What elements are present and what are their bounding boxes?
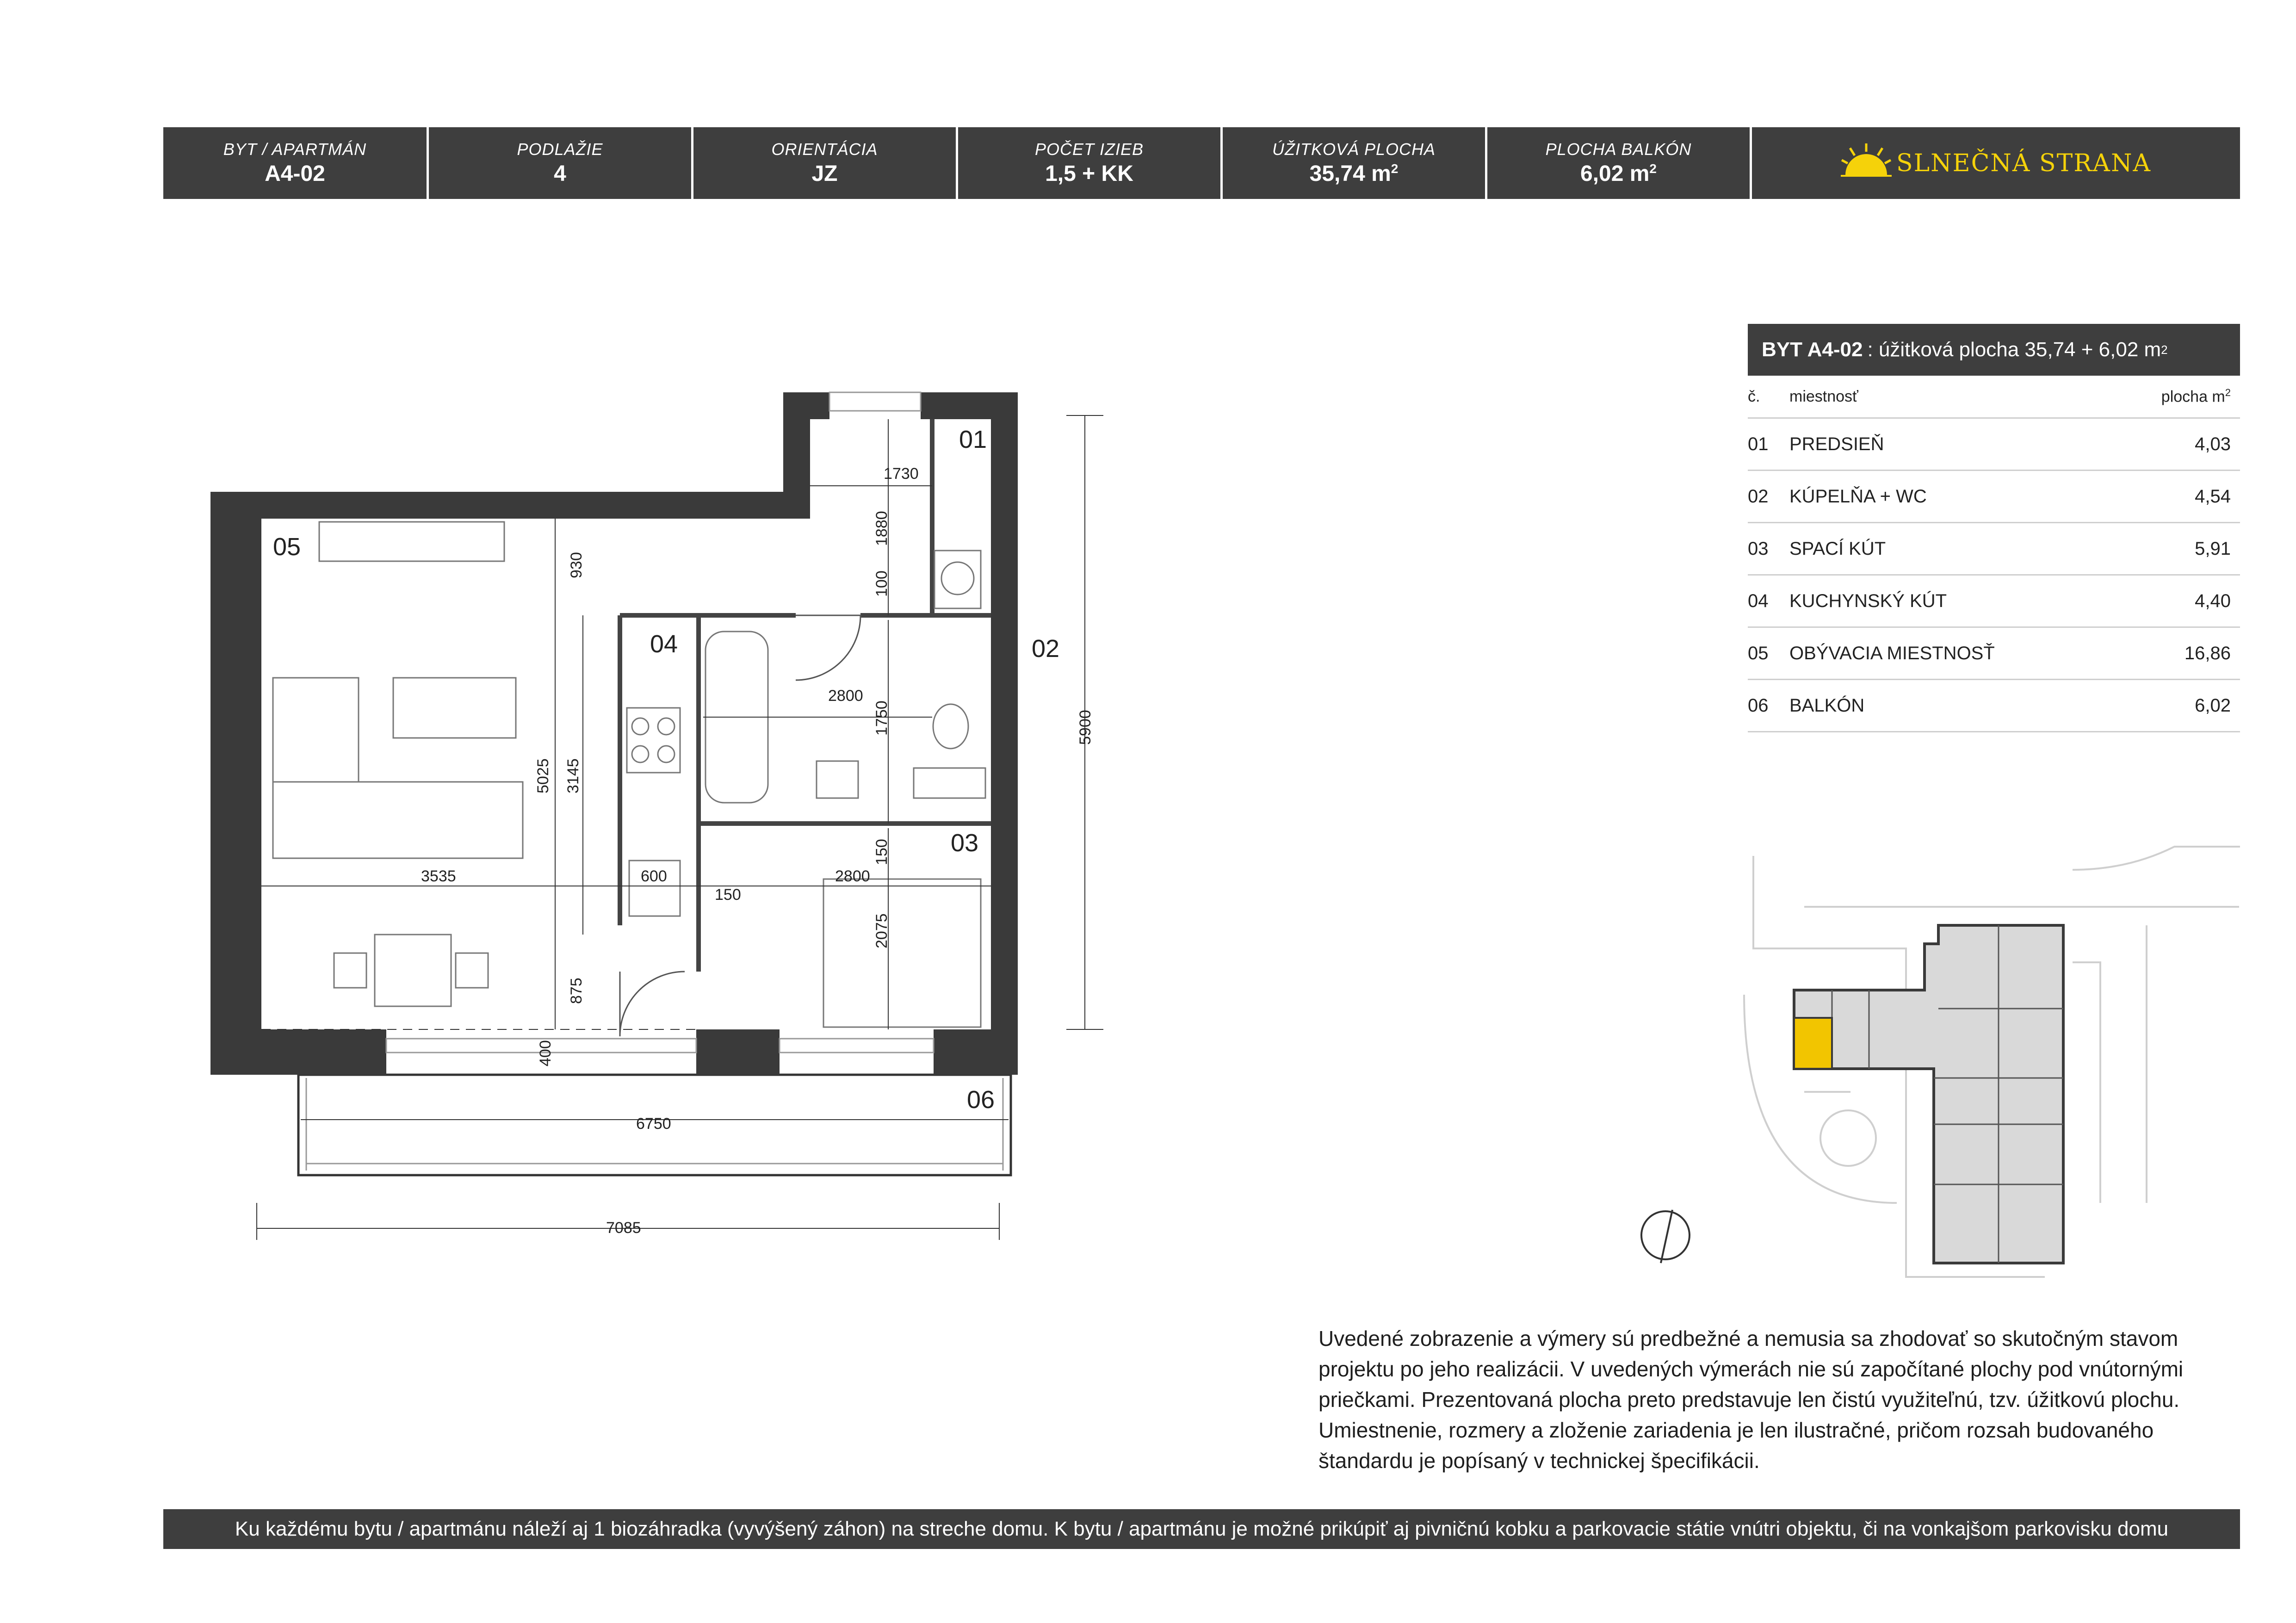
header-label: ORIENTÁCIA	[771, 140, 878, 159]
dim-6750: 6750	[636, 1115, 671, 1133]
header-label: BYT / APARTMÁN	[223, 140, 367, 159]
col-number: č.	[1748, 387, 1760, 405]
table-header	[1748, 376, 2240, 419]
dim-100: 100	[873, 570, 891, 597]
furniture	[273, 522, 985, 1027]
table-row	[1748, 471, 2240, 523]
row-room: OBÝVACIA MIESTNOSŤ	[1789, 643, 1995, 663]
row-room: BALKÓN	[1789, 695, 1865, 716]
table-title-text: : úžitková plocha 35,74 + 6,02 m	[1867, 338, 2161, 361]
row-area: 4,40	[2195, 590, 2231, 611]
burner	[632, 718, 649, 735]
row-number: 06	[1748, 695, 1769, 716]
header-label: POČET IZIEB	[1034, 140, 1144, 159]
dim-150-vertical: 150	[873, 839, 891, 865]
dim-2075: 2075	[873, 913, 891, 948]
row-number: 03	[1748, 538, 1769, 559]
dim-875: 875	[568, 978, 585, 1004]
table-title-sup: 2	[2161, 342, 2168, 357]
dim-2800-bath: 2800	[828, 687, 863, 705]
row-room: KUCHYNSKÝ KÚT	[1789, 590, 1947, 611]
row-room: SPACÍ KÚT	[1789, 538, 1886, 559]
room-label-03: 03	[951, 829, 979, 857]
header-value: JZ	[811, 161, 838, 186]
sofa-bottom	[273, 782, 523, 858]
row-area: 16,86	[2184, 643, 2231, 663]
header-label: PLOCHA BALKÓN	[1545, 140, 1692, 159]
cooktop	[627, 708, 680, 773]
header-label: ÚŽITKOVÁ PLOCHA	[1272, 140, 1436, 159]
footer-bar	[163, 1509, 2240, 1549]
row-number: 01	[1748, 434, 1769, 454]
row-room: PREDSIEŇ	[1789, 434, 1884, 454]
toilet	[933, 704, 968, 749]
table-title	[1748, 324, 2240, 376]
dim-2800-bed: 2800	[835, 867, 870, 885]
row-area: 6,02	[2195, 695, 2231, 716]
chair	[456, 953, 488, 988]
dim-600: 600	[641, 867, 667, 885]
room-label-02: 02	[1032, 635, 1060, 663]
col-area-sup: 2	[2225, 387, 2231, 399]
dim-930: 930	[568, 552, 585, 578]
room-label-06: 06	[967, 1086, 995, 1114]
cabinet	[914, 768, 985, 798]
header-value: 1,5 + KK	[1045, 161, 1133, 186]
bed	[823, 879, 981, 1027]
dim-400: 400	[537, 1040, 554, 1066]
dining-table	[375, 935, 451, 1006]
row-area: 5,91	[2195, 538, 2231, 559]
burner	[632, 746, 649, 762]
header-label: PODLAŽIE	[517, 140, 603, 159]
room-label-05: 05	[273, 533, 301, 561]
building-outline	[1794, 925, 2063, 1263]
table-row	[1748, 576, 2240, 628]
highlighted-unit	[1794, 1018, 1832, 1069]
area-value: 35,74 m	[1309, 161, 1391, 186]
coffee-table	[393, 678, 516, 738]
table-row	[1748, 680, 2240, 732]
dim-1880: 1880	[873, 511, 891, 546]
logo-text: SLNEČNÁ STRANA	[1896, 149, 2152, 177]
table-row	[1748, 628, 2240, 680]
area-sup: 2	[1391, 161, 1399, 176]
washing-drum	[941, 562, 974, 595]
tv-unit	[319, 522, 504, 561]
balcony-sup: 2	[1649, 161, 1657, 176]
dim-5900: 5900	[1077, 710, 1094, 745]
row-number: 05	[1748, 643, 1769, 663]
dim-3145: 3145	[564, 758, 582, 793]
row-area: 4,54	[2195, 486, 2231, 507]
burner	[658, 746, 675, 762]
dim-3535: 3535	[421, 867, 456, 885]
dim-150-horizontal: 150	[715, 886, 741, 904]
balcony-value: 6,02 m	[1580, 161, 1650, 186]
table-row	[1748, 419, 2240, 471]
dim-1730: 1730	[884, 465, 919, 483]
table-title-apartment: BYT A4-02	[1762, 338, 1863, 361]
disclaimer-note: Uvedené zobrazenie a výmery sú predbežné a nemusia sa zhodovať so skutočným stavom projektu po jeho realizácii. V uvedených výmerách nie sú započítané plochy pod vnútornými priečkami. Prezentovaná plocha preto predstavuje len čistú využiteľnú, tzv. úžitkovú plochu. Umiestnenie, rozmery a zloženie zariadenia je len ilustračné, pričom rozsah budovaného štandardu je popísaný v technickej špecifikácii.	[1318, 1326, 2184, 1473]
dim-7085: 7085	[606, 1219, 641, 1237]
footer-text: Ku každému bytu / apartmánu náleží aj 1 biozáhradka (vyvýšený záhon) na streche domu. K bytu / apartmánu je možné prikúpiť aj pivničnú kobku a parkovacie státie vnútri objektu, či na vonkajšom parkovisku domu	[235, 1518, 2169, 1540]
room-label-01: 01	[959, 426, 987, 453]
washbasin	[817, 761, 858, 798]
col-room: miestnosť	[1789, 387, 1858, 405]
dim-5025: 5025	[534, 758, 552, 793]
burner	[658, 718, 675, 735]
row-number: 04	[1748, 590, 1769, 611]
header-value: 4	[554, 161, 566, 186]
row-area: 4,03	[2195, 434, 2231, 454]
row-room: KÚPELŇA + WC	[1789, 486, 1927, 507]
header-value: A4-02	[265, 161, 325, 186]
room-table	[1748, 324, 2240, 732]
dim-1750: 1750	[873, 700, 891, 736]
table-row	[1748, 523, 2240, 576]
col-area-text: plocha m	[2161, 388, 2225, 406]
chair	[334, 953, 366, 988]
col-area	[2138, 387, 2240, 406]
row-number: 02	[1748, 486, 1769, 507]
room-label-04: 04	[650, 630, 678, 658]
north-arrow	[1641, 1210, 1690, 1263]
